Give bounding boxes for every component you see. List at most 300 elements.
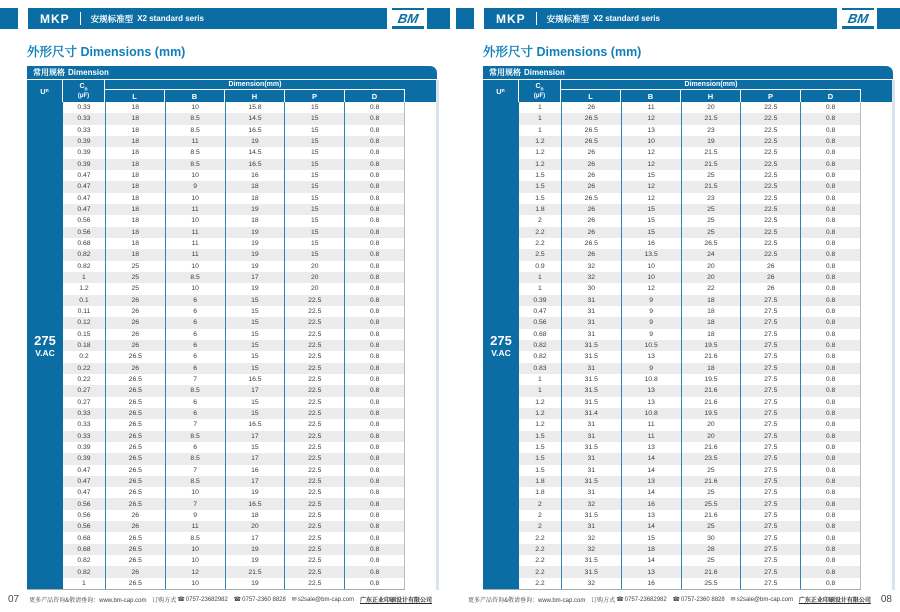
dimensions-table [27,66,437,590]
table-cell: 12 [621,193,681,204]
table-cell: 0.82 [77,568,91,576]
table-cell: 12 [621,113,681,124]
table-cell: 2 [538,217,542,225]
footer-order [152,595,228,604]
table-cell: 23.5 [681,453,741,464]
table-row [63,566,404,577]
table-cell: 1.5 [535,455,545,463]
footer-email: s2sale@bm-cap.com [297,596,355,603]
un-main: U [40,86,46,96]
table-cell: 10 [165,170,225,181]
table-cell: 0.47 [77,477,91,485]
table-cell: 15 [284,159,344,170]
table-row [63,306,404,317]
table-cell: 15 [225,397,285,408]
table-cell: 22.5 [740,238,800,249]
table-cell: 21.6 [681,385,741,396]
table-cell: 0.8 [800,487,860,498]
table-cell: 27.5 [740,476,800,487]
table-cell: 9 [621,295,681,306]
table-cell: 27.5 [740,578,800,589]
table-cell: 19 [225,555,285,566]
table-row [519,204,860,215]
table-cell: 19 [225,283,285,294]
table-cell: 22.5 [740,170,800,181]
table-cell: 6 [165,351,225,362]
table-cell: 20 [681,102,741,113]
table-cell: 22 [681,283,741,294]
table-cell: 15 [284,136,344,147]
footer-company-link: 广东正业印刷设计有限公司 [798,598,871,604]
table-cell: 0.8 [344,453,404,464]
page-08 [450,0,900,612]
table-cell: 6 [165,397,225,408]
email-icon: ✉ [730,597,736,603]
table-cell: 21.6 [681,351,741,362]
table-cell: 32 [561,261,621,272]
table-cell: 22.5 [740,147,800,158]
table-cell: 11 [621,419,681,430]
table-cell: 20 [225,521,285,532]
table-cell: 10 [165,102,225,113]
table-cell: 0.8 [344,238,404,249]
table-cell: 26 [740,283,800,294]
table-cell: 31 [561,317,621,328]
table-cell: 6 [165,363,225,374]
table-cell: 10.8 [621,374,681,385]
table-cell: 13 [621,351,681,362]
cn-unit: (μF) [77,92,90,99]
table-cell: 0.56 [77,500,91,508]
table-cell: 27.5 [740,544,800,555]
dimension-group-label: Dimension(mm) [561,80,861,90]
table-cell: 19 [225,487,285,498]
table-cell: 25 [681,227,741,238]
table-row [519,532,860,543]
table-cell: 26 [561,215,621,226]
table-cell: 11 [621,102,681,113]
table-cell: 31 [561,419,621,430]
header-divider [80,12,81,25]
table-cell: 0.8 [800,476,860,487]
table-cell: 12 [621,181,681,192]
table-row [519,555,860,566]
table-cell: 19.5 [681,408,741,419]
table-cell: 18 [105,249,165,260]
table-cell: 0.39 [77,455,91,463]
table-cell: 27.5 [740,532,800,543]
table-cell: 8.5 [165,476,225,487]
table-cell: 2.2 [535,240,545,248]
table-cell: 0.8 [800,249,860,260]
table-cell: 22.5 [284,442,344,453]
table-cell: 2.2 [535,568,545,576]
table-cell: 8.5 [165,159,225,170]
table-row [63,532,404,543]
table-cell: 17 [225,272,285,283]
table-cell: 0.8 [344,544,404,555]
table-cell: 12 [621,159,681,170]
table-cell: 0.82 [77,262,91,270]
table-cell: 18 [225,510,285,521]
table-row [63,249,404,260]
table-cell: 13 [621,566,681,577]
table-cell: 12 [621,283,681,294]
table-row [63,227,404,238]
table-cell: 20 [681,431,741,442]
table-cell: 22.5 [740,249,800,260]
table-cell: 20 [681,261,741,272]
table-cell: 0.8 [344,227,404,238]
table-cell: 13 [621,397,681,408]
table-cell: 0.8 [800,555,860,566]
table-cell: 22.5 [284,487,344,498]
table-cell: 0.8 [800,102,860,113]
table-cell: 22.5 [284,566,344,577]
table-cell: 26 [105,340,165,351]
header-left-stub [456,8,474,29]
table-cell: 0.8 [344,147,404,158]
table-cell: 26.5 [105,431,165,442]
table-cell: 1 [538,274,542,282]
page-footer [0,594,450,605]
table-cell: 16.5 [225,125,285,136]
table-row [63,215,404,226]
footer-info: 更多产品咨询&敬请垂询：www.bm-cap.com [29,598,147,604]
table-row [63,204,404,215]
column-header-D: D [801,90,861,102]
table-cell: 0.56 [533,319,547,327]
table-cell: 2.5 [535,251,545,259]
table-row [63,181,404,192]
table-cell: 0.82 [77,251,91,259]
table-cell: 31.5 [561,476,621,487]
table-cell: 14 [621,487,681,498]
table-cell: 26.5 [105,498,165,509]
table-cell: 21.5 [681,181,741,192]
table-row [63,408,404,419]
column-header-P: P [285,90,345,102]
table-cell: 1 [538,387,542,395]
dimensions-table [483,66,893,590]
table-row [519,215,860,226]
table-cell: 15 [621,204,681,215]
table-cell: 26.5 [105,408,165,419]
table-cell: 0.8 [344,521,404,532]
table-row [519,566,860,577]
table-cell: 18 [621,544,681,555]
cn-main: C [79,82,85,90]
table-cell: 0.22 [77,364,91,372]
table-cell: 31 [561,295,621,306]
table-cell: 13 [621,510,681,521]
table-cell: 22.5 [284,419,344,430]
table-row [63,397,404,408]
table-cell: 31 [561,363,621,374]
table-cell: 8.5 [165,453,225,464]
dimension-sub-columns [561,90,861,102]
page-number: 08 [880,594,892,605]
table-cell: 18 [105,113,165,124]
table-cell: 22.5 [284,578,344,589]
table-cell: 19 [225,578,285,589]
table-cell: 0.56 [77,228,91,236]
table-cell: 30 [561,283,621,294]
table-cell: 15 [284,193,344,204]
table-cell: 0.8 [800,363,860,374]
footer-order [591,595,667,604]
table-cell: 0.33 [77,421,91,429]
table-cell: 15 [225,442,285,453]
table-cell: 27.5 [740,487,800,498]
table-cell: 0.33 [77,126,91,134]
table-cell: 8.5 [165,272,225,283]
footer-phone1: 0757-23682982 [185,596,228,603]
table-cell: 0.27 [77,398,91,406]
table-cell: 19 [225,261,285,272]
table-row [63,193,404,204]
table-cell: 1.5 [535,183,545,191]
table-cell: 21.6 [681,442,741,453]
table-row [63,521,404,532]
table-cell: 28 [681,544,741,555]
table-cell: 0.8 [800,204,860,215]
section-title: 外形尺寸 Dimensions (mm) [27,45,186,59]
table-cell: 15 [225,317,285,328]
table-cell: 24 [681,249,741,260]
table-cell: 0.8 [800,227,860,238]
table-cell: 16 [621,238,681,249]
table-cell: 0.8 [344,181,404,192]
table-cell: 0.8 [800,419,860,430]
table-cell: 7 [165,465,225,476]
page-header [0,8,450,29]
table-cell: 15 [225,340,285,351]
table-row [63,555,404,566]
table-cell: 16.5 [225,374,285,385]
table-cell: 22.5 [284,317,344,328]
table-cell: 0.8 [800,465,860,476]
product-series-label: MKP [496,11,526,26]
table-cell: 31 [561,487,621,498]
table-cell: 0.8 [800,374,860,385]
table-cell: 0.27 [77,387,91,395]
table-cell: 10 [621,261,681,272]
table-cell: 22.5 [740,227,800,238]
table-cell: 0.8 [344,102,404,113]
table-cell: 26 [561,170,621,181]
table-row [519,363,860,374]
table-cell: 15 [225,351,285,362]
table-cell: 13 [621,442,681,453]
table-cell: 22.5 [284,555,344,566]
table-cell: 0.8 [344,317,404,328]
table-cell: 27.5 [740,419,800,430]
footer-order-label: 订购方式 [591,598,616,604]
table-cell: 18 [105,204,165,215]
table-cell: 22.5 [284,306,344,317]
footer-email: s2sale@bm-cap.com [736,596,794,603]
table-cell: 22.5 [284,340,344,351]
table-cell: 0.47 [77,466,91,474]
table-cell: 25 [681,465,741,476]
table-cell: 0.1 [79,296,89,304]
table-cell: 10.8 [621,408,681,419]
table-cell: 26.5 [561,136,621,147]
table-cell: 0.8 [800,385,860,396]
table-row [519,159,860,170]
table-cell: 6 [165,329,225,340]
table-cell: 17 [225,431,285,442]
table-cell: 0.8 [800,521,860,532]
table-cell: 26.5 [105,532,165,543]
table-cell: 11 [621,431,681,442]
table-cell: 19 [225,204,285,215]
table-cell: 10 [621,136,681,147]
header-band-tab [861,80,893,102]
table-cell: 15 [225,329,285,340]
header-right-stub [877,8,900,29]
table-cell: 26.5 [105,578,165,589]
table-cell: 0.8 [344,363,404,374]
column-header-dimension-group [561,80,861,102]
table-row [519,476,860,487]
table-cell: 26 [105,329,165,340]
table-row [63,578,404,589]
table-row [63,476,404,487]
table-row [519,181,860,192]
table-cell: 14 [621,465,681,476]
email-icon: ✉ [291,597,297,603]
cn-main: C [535,82,541,90]
table-cell: 31.5 [561,374,621,385]
table-cell: 0.8 [344,351,404,362]
dimension-sub-columns [105,90,405,102]
footer-phone2-group [234,596,286,603]
table-cell: 26.5 [105,351,165,362]
table-cell: 0.39 [77,444,91,451]
table-cell: 27.5 [740,431,800,442]
table-cell: 31.5 [561,566,621,577]
table-cell: 0.8 [800,431,860,442]
table-cell: 7 [165,419,225,430]
table-row [519,340,860,351]
footer-email-group [292,596,354,603]
table-cell: 18 [681,317,741,328]
table-cell: 16.5 [225,159,285,170]
table-cell: 0.68 [77,545,91,553]
table-caption-zh: 常用规格 [33,68,65,77]
table-cell: 14.5 [225,113,285,124]
table-cell: 25 [681,170,741,181]
table-cell: 18 [105,102,165,113]
table-cell: 0.47 [77,194,91,202]
table-cell: 27.5 [740,566,800,577]
voltage-unit: V.AC [35,347,55,358]
table-cell: 0.8 [800,340,860,351]
table-cell: 0.8 [800,136,860,147]
table-row [63,340,404,351]
table-cell: 0.8 [800,442,860,453]
column-header-dimension-group [105,80,405,102]
table-column-headers [483,80,893,102]
table-cell: 15 [284,204,344,215]
table-cell: 2 [538,523,542,531]
table-row [63,465,404,476]
table-row [519,397,860,408]
dimension-group-label: Dimension(mm) [105,80,405,90]
column-header-D: D [345,90,405,102]
table-column-headers [27,80,437,102]
table-cell: 26 [105,521,165,532]
table-cell: 13.5 [621,249,681,260]
table-cell: 14 [621,555,681,566]
table-row [519,125,860,136]
table-row [63,544,404,555]
subtitle-zh: 安规标准型 [546,13,590,24]
table-row [519,147,860,158]
table-cell: 26.5 [681,238,741,249]
table-cell: 10 [165,578,225,589]
table-cell: 30 [681,532,741,543]
phone-icon: ☎ [672,597,681,603]
table-cell: 0.39 [77,149,91,157]
table-row [63,351,404,362]
table-cell: 27.5 [740,498,800,509]
table-cell: 22.5 [284,498,344,509]
table-cell: 9 [621,306,681,317]
table-cell: 31 [561,329,621,340]
table-cell: 21.6 [681,397,741,408]
table-row [519,317,860,328]
table-row [63,159,404,170]
table-row [63,374,404,385]
table-cell: 0.8 [344,261,404,272]
table-cell: 25 [681,521,741,532]
table-cell: 26.5 [561,193,621,204]
table-cell: 0.8 [800,170,860,181]
table-cell: 0.8 [800,498,860,509]
table-cell: 26.5 [105,555,165,566]
table-cell: 0.8 [344,566,404,577]
footer-company-link: 广东正业印刷设计有限公司 [359,598,432,604]
table-cell: 0.8 [344,408,404,419]
header-bar [484,8,837,29]
table-cell: 26.5 [105,385,165,396]
table-row [63,283,404,294]
column-header-B: B [165,90,225,102]
table-cell: 0.82 [77,557,91,565]
table-cell: 0.8 [344,385,404,396]
table-cell: 11 [165,521,225,532]
phone-icon: ☎ [177,597,185,603]
table-cell: 0.8 [800,215,860,226]
table-cell: 0.8 [800,238,860,249]
table-cell: 22.5 [284,544,344,555]
table-cell: 22.5 [740,181,800,192]
table-cell: 22.5 [740,102,800,113]
table-cell: 6 [165,317,225,328]
table-cell: 0.8 [344,295,404,306]
table-cell: 0.8 [344,249,404,260]
table-cell: 26.5 [105,544,165,555]
table-cell: 0.8 [344,555,404,566]
page-header [456,8,900,29]
table-row [519,295,860,306]
column-header-H: H [225,90,285,102]
table-cell: 1.5 [535,466,545,474]
header-divider [536,12,537,25]
